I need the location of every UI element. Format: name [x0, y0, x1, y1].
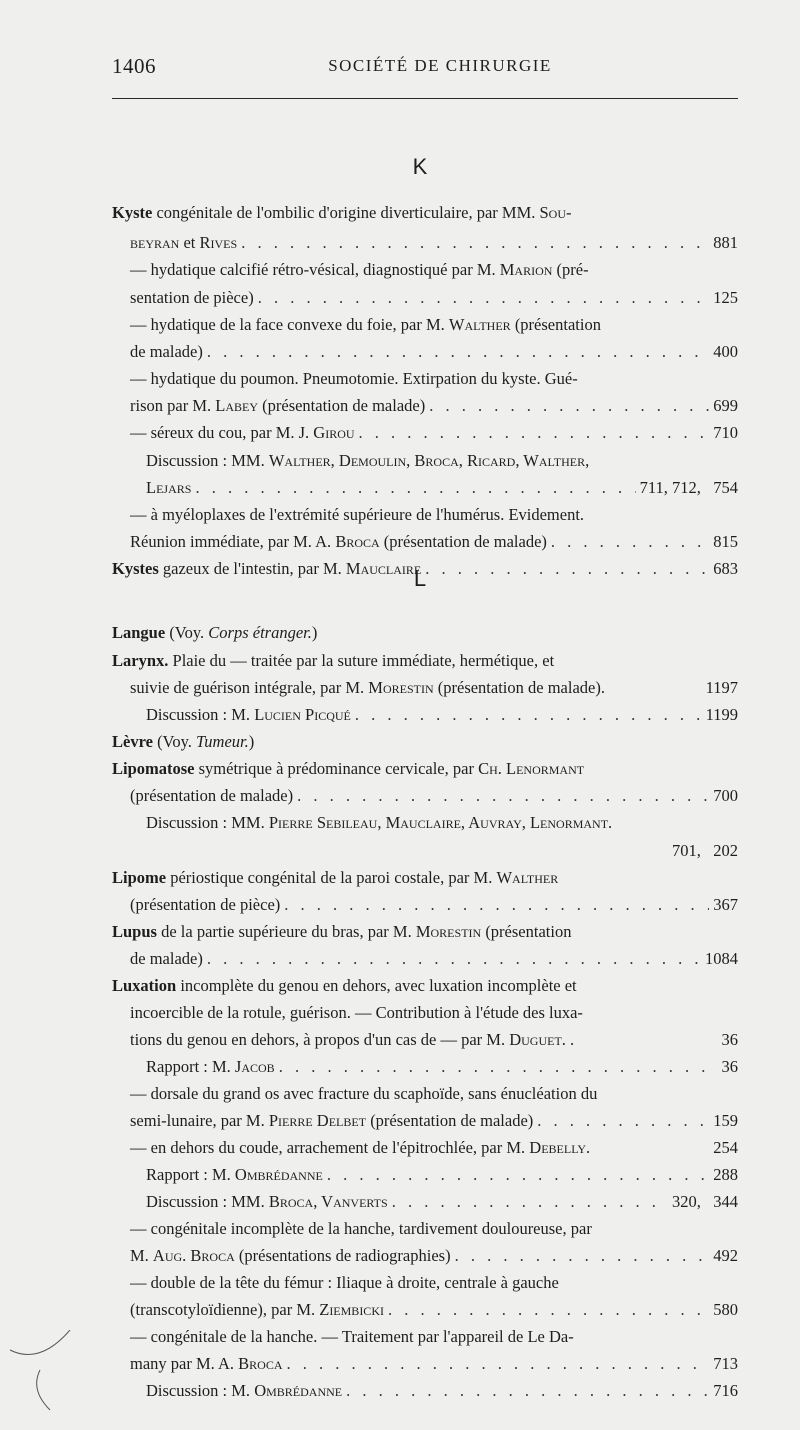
- entry-text: — congénitale de la hanche. — Traitement par l'appareil de Le Da-: [130, 1327, 574, 1346]
- page-reference: 699: [713, 396, 738, 415]
- index-line: [130, 1027, 738, 1052]
- entry-text: Tumeur.: [196, 732, 249, 751]
- entry-text: Lipomatose: [112, 759, 195, 778]
- page-reference: 1199: [705, 705, 738, 724]
- index-line: [112, 200, 738, 225]
- page-reference: 580: [713, 1300, 738, 1319]
- entry-text: Aug. Broca: [152, 1246, 235, 1265]
- page-reference: 710: [713, 423, 738, 442]
- index-line: [146, 1162, 738, 1187]
- section-letter: L: [413, 566, 427, 591]
- entry-text: incoercible de la rotule, guérison. — Contribution à l'étude des luxa-: [130, 1003, 583, 1022]
- entry-text: (Voy.: [152, 732, 197, 751]
- index-line: [130, 1000, 738, 1025]
- dot-leader: [279, 1054, 718, 1079]
- page-reference: 881: [713, 233, 738, 252]
- index-line: [146, 1378, 738, 1403]
- entry-text: (présentation de malade): [258, 396, 426, 415]
- page-reference: 815: [713, 532, 738, 551]
- entry-text: Plaie du — traitée par la suture immédiate, hermétique, et: [168, 651, 555, 670]
- page-reference: 159: [713, 1111, 738, 1130]
- dot-leader: [359, 420, 710, 445]
- index-line: [112, 729, 738, 754]
- entry-text: Duguet: [509, 1030, 562, 1049]
- index-line: [112, 865, 738, 890]
- running-title: SOCIÉTÉ DE CHIRURGIE: [328, 56, 552, 75]
- index-line: [130, 1216, 738, 1241]
- entry-text: — hydatique calcifié rétro-vésical, diagnostiqué par M.: [130, 260, 500, 279]
- entry-text: Lèvre: [112, 732, 153, 751]
- entry-text: Jacob: [234, 1057, 275, 1076]
- index-line: [112, 973, 738, 998]
- index-line: [130, 393, 738, 418]
- entry-text: Corps étranger.: [208, 623, 312, 642]
- entry-text: Pierre Sebileau, Mauclaire, Auvray, Lenormant.: [268, 813, 613, 832]
- entry-text: ): [311, 623, 318, 642]
- entry-text: Lucien Picqué: [254, 705, 351, 724]
- index-line: [130, 1297, 738, 1322]
- entry-text: (présentation de pièce): [130, 895, 281, 914]
- entry-text: périostique congénital de la paroi costale, par M.: [166, 868, 497, 887]
- index-line: [130, 257, 738, 282]
- entry-text: Lupus: [112, 922, 157, 941]
- index-line: [130, 783, 738, 808]
- dot-leader: [537, 1108, 709, 1133]
- index-line: [146, 475, 738, 500]
- entry-text: congénitale de l'ombilic d'origine diverticulaire, par MM.: [152, 203, 540, 222]
- dot-leader: [425, 556, 709, 581]
- header-rule: [112, 98, 738, 99]
- dot-leader: [207, 946, 701, 971]
- index-line: [112, 556, 738, 581]
- entry-text: Walther: [448, 315, 511, 334]
- page-reference: 701, 202: [672, 841, 738, 860]
- index-line: [112, 620, 738, 645]
- entry-text: (présentations de radiographies): [234, 1246, 451, 1265]
- entry-text: Mauclaire: [345, 559, 422, 578]
- entry-text: Discussion : MM.: [146, 1192, 269, 1211]
- entry-text: Labey: [215, 396, 258, 415]
- entry-text: Ombrédanne: [234, 1165, 323, 1184]
- dot-leader: [355, 702, 702, 727]
- page-reference: 492: [713, 1246, 738, 1265]
- entry-text: Larynx.: [112, 651, 169, 670]
- entry-text: Rives: [199, 233, 238, 252]
- index-line: [130, 339, 738, 364]
- entry-text: — double de la tête du fémur : Iliaque à droite, centrale à gauche: [130, 1273, 559, 1292]
- entry-text: M.: [130, 1246, 153, 1265]
- entry-text: — hydatique du poumon. Pneumotomie. Extirpation du kyste. Gué-: [130, 369, 578, 388]
- entry-text: Walther: [496, 868, 559, 887]
- entry-text: tions du genou en dehors, à propos d'un cas de — par M.: [130, 1030, 510, 1049]
- entry-text: Broca, Vanverts: [268, 1192, 388, 1211]
- entry-text: — à myéloplaxes de l'extrémité supérieure de l'humérus. Evidement.: [130, 505, 585, 524]
- page-reference: 713: [713, 1354, 738, 1373]
- entry-text: Broca: [238, 1354, 283, 1373]
- dot-leader: [346, 1378, 709, 1403]
- entry-text: Discussion : M.: [146, 705, 255, 724]
- entry-text: Morestin: [368, 678, 434, 697]
- index-line: [112, 919, 738, 944]
- index-line: [130, 946, 738, 971]
- page-reference: 400: [713, 342, 738, 361]
- entry-text: Sou-: [539, 203, 572, 222]
- entry-text: Kyste: [112, 203, 153, 222]
- entry-text: .: [586, 1138, 591, 1157]
- entry-text: . .: [561, 1030, 575, 1049]
- page-reference: 683: [713, 559, 738, 578]
- entry-text: rison par M.: [130, 396, 216, 415]
- entry-text: (présentation: [510, 315, 601, 334]
- index-line: [130, 312, 738, 337]
- entry-text: sentation de pièce): [130, 288, 254, 307]
- entry-text: Broca: [335, 532, 380, 551]
- index-line: [146, 838, 738, 863]
- entry-text: Discussion : MM.: [146, 451, 269, 470]
- dot-leader: [388, 1297, 709, 1322]
- index-line: [112, 648, 738, 673]
- entry-text: Ch. Lenormant: [478, 759, 585, 778]
- page-reference: 1197: [705, 678, 738, 697]
- index-line: [146, 448, 738, 473]
- entry-text: suivie de guérison intégrale, par M.: [130, 678, 369, 697]
- entry-text: Réunion immédiate, par M. A.: [130, 532, 336, 551]
- index-line: [130, 1108, 738, 1133]
- entry-text: gazeux de l'intestin, par M.: [158, 559, 346, 578]
- page-reference: 700: [713, 786, 738, 805]
- section-letter: K: [412, 154, 428, 179]
- entry-text: Discussion : M.: [146, 1381, 255, 1400]
- entry-text: semi-lunaire, par M.: [130, 1111, 269, 1130]
- entry-text: (présentation de malade): [366, 1111, 534, 1130]
- index-line: [130, 1270, 738, 1295]
- entry-text: ): [248, 732, 255, 751]
- entry-text: Rapport : M.: [146, 1057, 235, 1076]
- entry-text: (présentation: [481, 922, 572, 941]
- page-reference: 36: [721, 1057, 738, 1076]
- entry-text: — dorsale du grand os avec fracture du scaphoïde, sans énucléation du: [130, 1084, 598, 1103]
- entry-text: Marion: [499, 260, 553, 279]
- index-line: [146, 702, 738, 727]
- index-line: [130, 420, 738, 445]
- entry-text: (présentation de malade): [379, 532, 547, 551]
- entry-text: de malade): [130, 342, 203, 361]
- entry-text: Lejars: [146, 478, 192, 497]
- index-line: [130, 675, 738, 700]
- entry-text: incomplète du genou en dehors, avec luxation incomplète et: [176, 976, 577, 995]
- index-line: [130, 285, 738, 310]
- entry-text: Lipome: [112, 868, 167, 887]
- page-reference: 320, 344: [672, 1192, 738, 1211]
- index-line: [130, 366, 738, 391]
- index-line: [112, 756, 738, 781]
- entry-text: Ombrédanne: [254, 1381, 343, 1400]
- dot-leader: [327, 1162, 709, 1187]
- entry-text: de malade): [130, 949, 203, 968]
- dot-leader: [195, 475, 635, 500]
- entry-text: et: [179, 233, 200, 252]
- index-line: [130, 1081, 738, 1106]
- page-number: 1406: [112, 54, 156, 78]
- entry-text: de la partie supérieure du bras, par M.: [156, 922, 416, 941]
- entry-text: (transcotyloïdienne), par M.: [130, 1300, 320, 1319]
- entry-text: Discussion : MM.: [146, 813, 269, 832]
- entry-text: Pierre Delbet: [268, 1111, 367, 1130]
- index-line: [146, 1054, 738, 1079]
- entry-text: Kystes: [112, 559, 159, 578]
- entry-text: (Voy.: [165, 623, 209, 642]
- dot-leader: [551, 529, 709, 554]
- entry-text: — congénitale incomplète de la hanche, tardivement douloureuse, par: [130, 1219, 592, 1238]
- index-line: [130, 1135, 738, 1160]
- entry-text: Morestin: [415, 922, 482, 941]
- dot-leader: [429, 393, 709, 418]
- entry-text: beyran: [130, 233, 180, 252]
- index-line: [130, 892, 738, 917]
- entry-text: Debelly: [529, 1138, 586, 1157]
- entry-text: — séreux du cou, par M. J.: [130, 423, 314, 442]
- entry-text: Luxation: [112, 976, 177, 995]
- entry-text: symétrique à prédominance cervicale, par: [194, 759, 479, 778]
- dot-leader: [455, 1243, 710, 1268]
- entry-text: Langue: [112, 623, 166, 642]
- index-line: [130, 1351, 738, 1376]
- index-line: [130, 502, 738, 527]
- page-reference: 36: [721, 1030, 738, 1049]
- dot-leader: [284, 892, 709, 917]
- entry-text: — en dehors du coude, arrachement de l'épitrochlée, par M.: [130, 1138, 530, 1157]
- page-reference: 254: [713, 1138, 738, 1157]
- entry-text: Girou: [313, 423, 355, 442]
- page-reference: 716: [713, 1381, 738, 1400]
- page-reference: 288: [713, 1165, 738, 1184]
- page-reference: 125: [713, 288, 738, 307]
- entry-text: many par M. A.: [130, 1354, 239, 1373]
- entry-text: Rapport : M.: [146, 1165, 235, 1184]
- index-line: [130, 1324, 738, 1349]
- index-line: [146, 1189, 738, 1214]
- entry-text: Walther, Demoulin, Broca, Ricard, Walther,: [268, 451, 590, 470]
- index-line: [130, 230, 738, 255]
- page-reference: 1084: [705, 949, 738, 968]
- entry-text: (pré-: [552, 260, 589, 279]
- dot-leader: [207, 339, 709, 364]
- page-reference: 711, 712, 754: [639, 478, 738, 497]
- dot-leader: [258, 285, 710, 310]
- dot-leader: [241, 230, 709, 255]
- index-line: [130, 529, 738, 554]
- entry-text: — hydatique de la face convexe du foie, par M.: [130, 315, 449, 334]
- index-line: [130, 1243, 738, 1268]
- entry-text: Ziembicki: [319, 1300, 384, 1319]
- dot-leader: [392, 1189, 668, 1214]
- dot-leader: [287, 1351, 710, 1376]
- handwritten-margin-mark: [0, 1330, 120, 1430]
- entry-text: (présentation de malade).: [433, 678, 605, 697]
- index-line: [146, 810, 738, 835]
- entry-text: (présentation de malade): [130, 786, 294, 805]
- page-reference: 367: [713, 895, 738, 914]
- dot-leader: [297, 783, 709, 808]
